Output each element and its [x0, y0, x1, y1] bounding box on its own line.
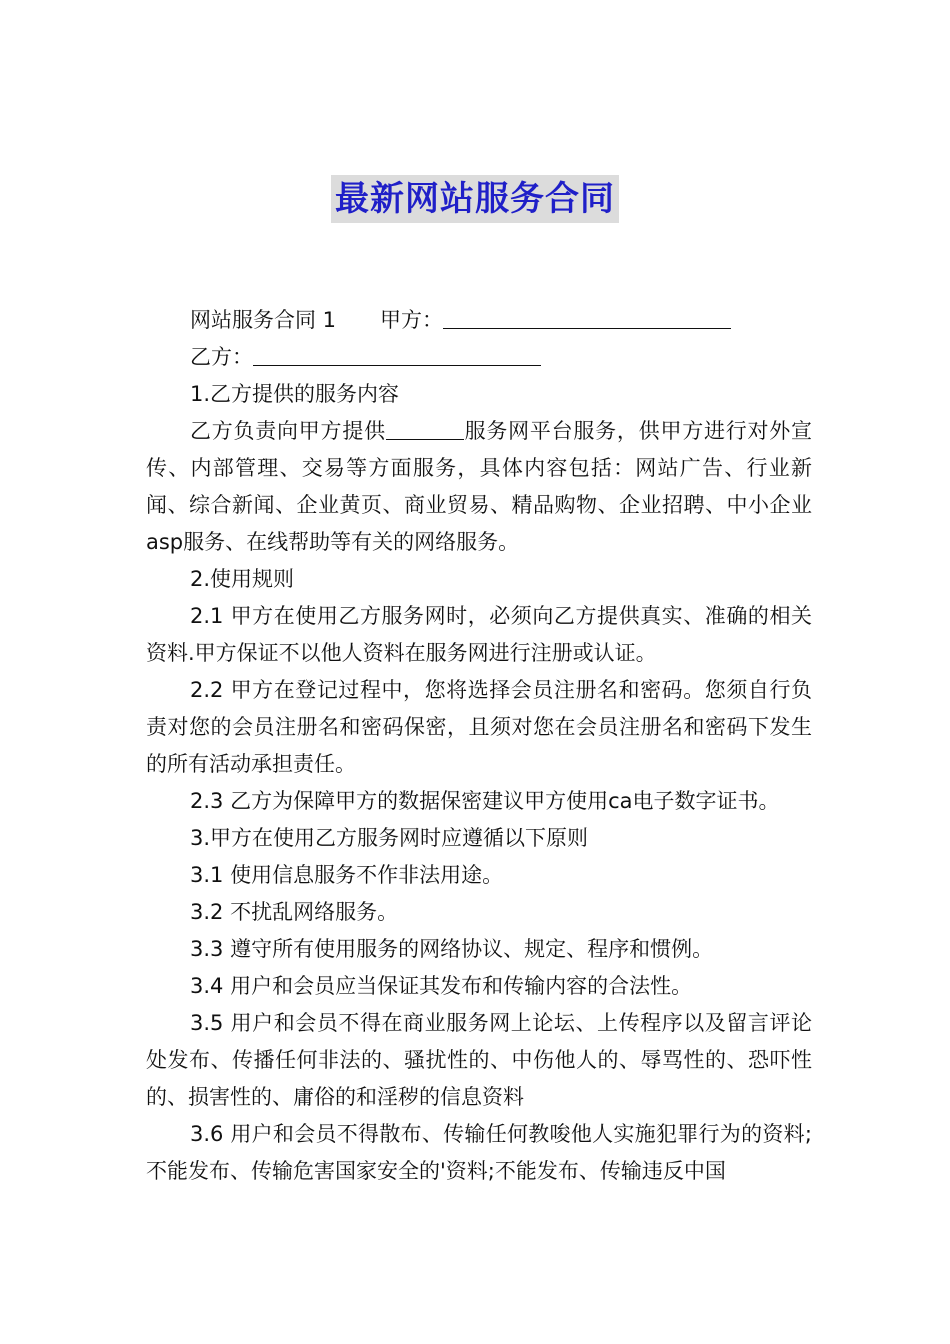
party-a-line — [146, 302, 812, 339]
section-1-body-rest: 服务网平台服务，供甲方进行对外宣传、内部管理、交易等方面服务，具体内容包括：网站广告、行业新闻、综合新闻、企业黄页、商业贸易、精品购物、企业招聘、中小企业asp服务、在线帮助等有关的网络服务。 — [146, 419, 813, 554]
clause-3-3: 3.3 遵守所有使用服务的网络协议、规定、程序和惯例。 — [190, 937, 714, 961]
clause-3-5: 3.5 用户和会员不得在商业服务网上论坛、上传程序以及留言评论处发布、传播任何非法的、骚扰性的、中伤他人的、辱骂性的、恐吓性的、损害性的、庸俗的和淫秽的信息资料 — [146, 1011, 812, 1109]
clause-3-2: 3.2 不扰乱网络服务。 — [190, 900, 399, 924]
clause-3-1: 3.1 使用信息服务不作非法用途。 — [190, 863, 504, 887]
document-title-container — [0, 175, 950, 223]
section-2-heading: 2.使用规则 — [190, 567, 295, 591]
clause-2-3: 2.3 乙方为保障甲方的数据保密建议甲方使用ca电子数字证书。 — [190, 789, 780, 813]
section-1-body-start: 乙方负责向甲方提供 — [190, 419, 386, 443]
party-b-blank — [253, 343, 541, 366]
party-b-label: 乙方： — [190, 345, 253, 369]
party-b-line — [146, 339, 812, 376]
contract-label: 网站服务合同 1 — [190, 308, 337, 332]
clause-3-4: 3.4 用户和会员应当保证其发布和传输内容的合法性。 — [190, 974, 693, 998]
section-1-heading: 1.乙方提供的服务内容 — [190, 382, 400, 406]
clause-2-1: 2.1 甲方在使用乙方服务网时，必须向乙方提供真实、准确的相关资料.甲方保证不以他人资料在服务网进行注册或认证。 — [146, 604, 812, 665]
section-3-heading: 3.甲方在使用乙方服务网时应遵循以下原则 — [190, 826, 589, 850]
clause-3-6: 3.6 用户和会员不得散布、传输任何教唆他人实施犯罪行为的资料;不能发布、传输危害国家安全的'资料;不能发布、传输违反中国 — [146, 1122, 812, 1183]
party-a-blank — [443, 306, 731, 329]
document-body — [146, 302, 812, 1190]
document-title: 最新网站服务合同 — [331, 175, 619, 223]
clause-2-2: 2.2 甲方在登记过程中，您将选择会员注册名和密码。您须自行负责对您的会员注册名和密码保密，且须对您在会员注册名和密码下发生的所有活动承担责任。 — [146, 678, 812, 776]
section-1-body — [146, 413, 812, 561]
party-a-label: 甲方： — [380, 308, 444, 332]
service-name-blank — [386, 417, 464, 440]
